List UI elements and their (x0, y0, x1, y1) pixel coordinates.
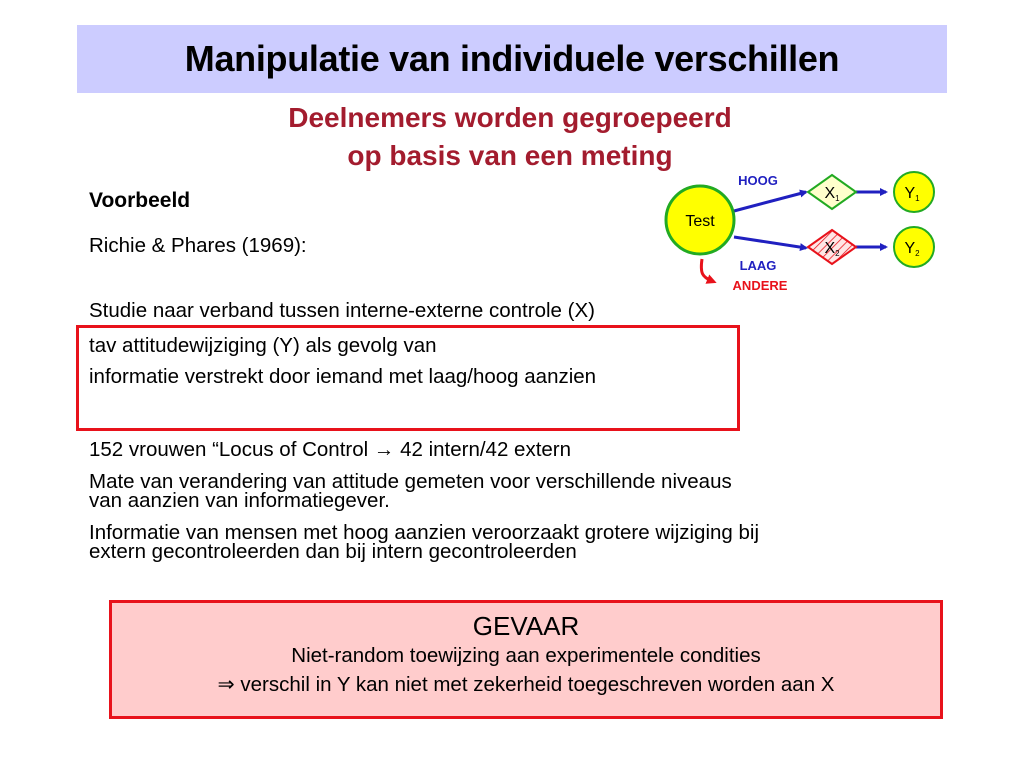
study-line-3: informatie verstrekt door iemand met laag/hoog aanzien (89, 365, 597, 388)
other-label: ANDERE (732, 278, 788, 293)
x2-label: X2 (824, 240, 840, 258)
sample-line: 152 vrouwen “Locus of Control → 42 intern/42 extern (89, 438, 572, 461)
result-line-1: Informatie van mensen met hoog aanzien veroorzaakt grotere wijziging bij (89, 521, 760, 544)
subtitle-line-1: Deelnemers worden gegroepeerd (288, 102, 732, 133)
measure-paragraph (89, 472, 939, 510)
grouping-diagram (660, 165, 960, 300)
title-bar (77, 25, 947, 93)
test-label: Test (685, 213, 715, 230)
x1-label: X1 (824, 185, 840, 203)
subtitle-line-2: op basis van een meting (347, 140, 673, 171)
y2-label: Y2 (904, 240, 920, 258)
measure-line-2: van aanzien van informatiegever. (89, 489, 390, 512)
warning-heading: GEVAAR (472, 611, 580, 641)
low-label: LAAG (739, 258, 777, 273)
result-line-2: extern gecontroleerden dan bij intern gecontroleerden (89, 540, 577, 563)
highlight-frame (76, 325, 740, 431)
study-line-2: tav attitudewijziging (Y) als gevolg van (89, 334, 437, 357)
result-paragraph (89, 523, 939, 561)
warning-line-2: ⇒ verschil in Y kan niet met zekerheid toegeschreven worden aan X (217, 673, 835, 696)
slide-title: Manipulatie van individuele verschillen (184, 38, 840, 79)
y1-label: Y1 (904, 185, 920, 203)
high-label: HOOG (738, 173, 778, 188)
reference-text: Richie & Phares (1969): (89, 234, 307, 257)
other-arrow (701, 259, 712, 281)
measure-line-1: Mate van verandering van attitude gemeten voor verschillende niveaus (89, 470, 732, 493)
study-line-1: Studie naar verband tussen interne-externe controle (X) (89, 299, 595, 322)
example-heading: Voorbeeld (89, 189, 191, 212)
warning-line-1: Niet-random toewijzing aan experimentele condities (291, 644, 761, 667)
warning-box (109, 600, 943, 719)
slide-subtitle (160, 99, 860, 175)
low-arrow (734, 237, 806, 248)
high-arrow (734, 192, 806, 211)
